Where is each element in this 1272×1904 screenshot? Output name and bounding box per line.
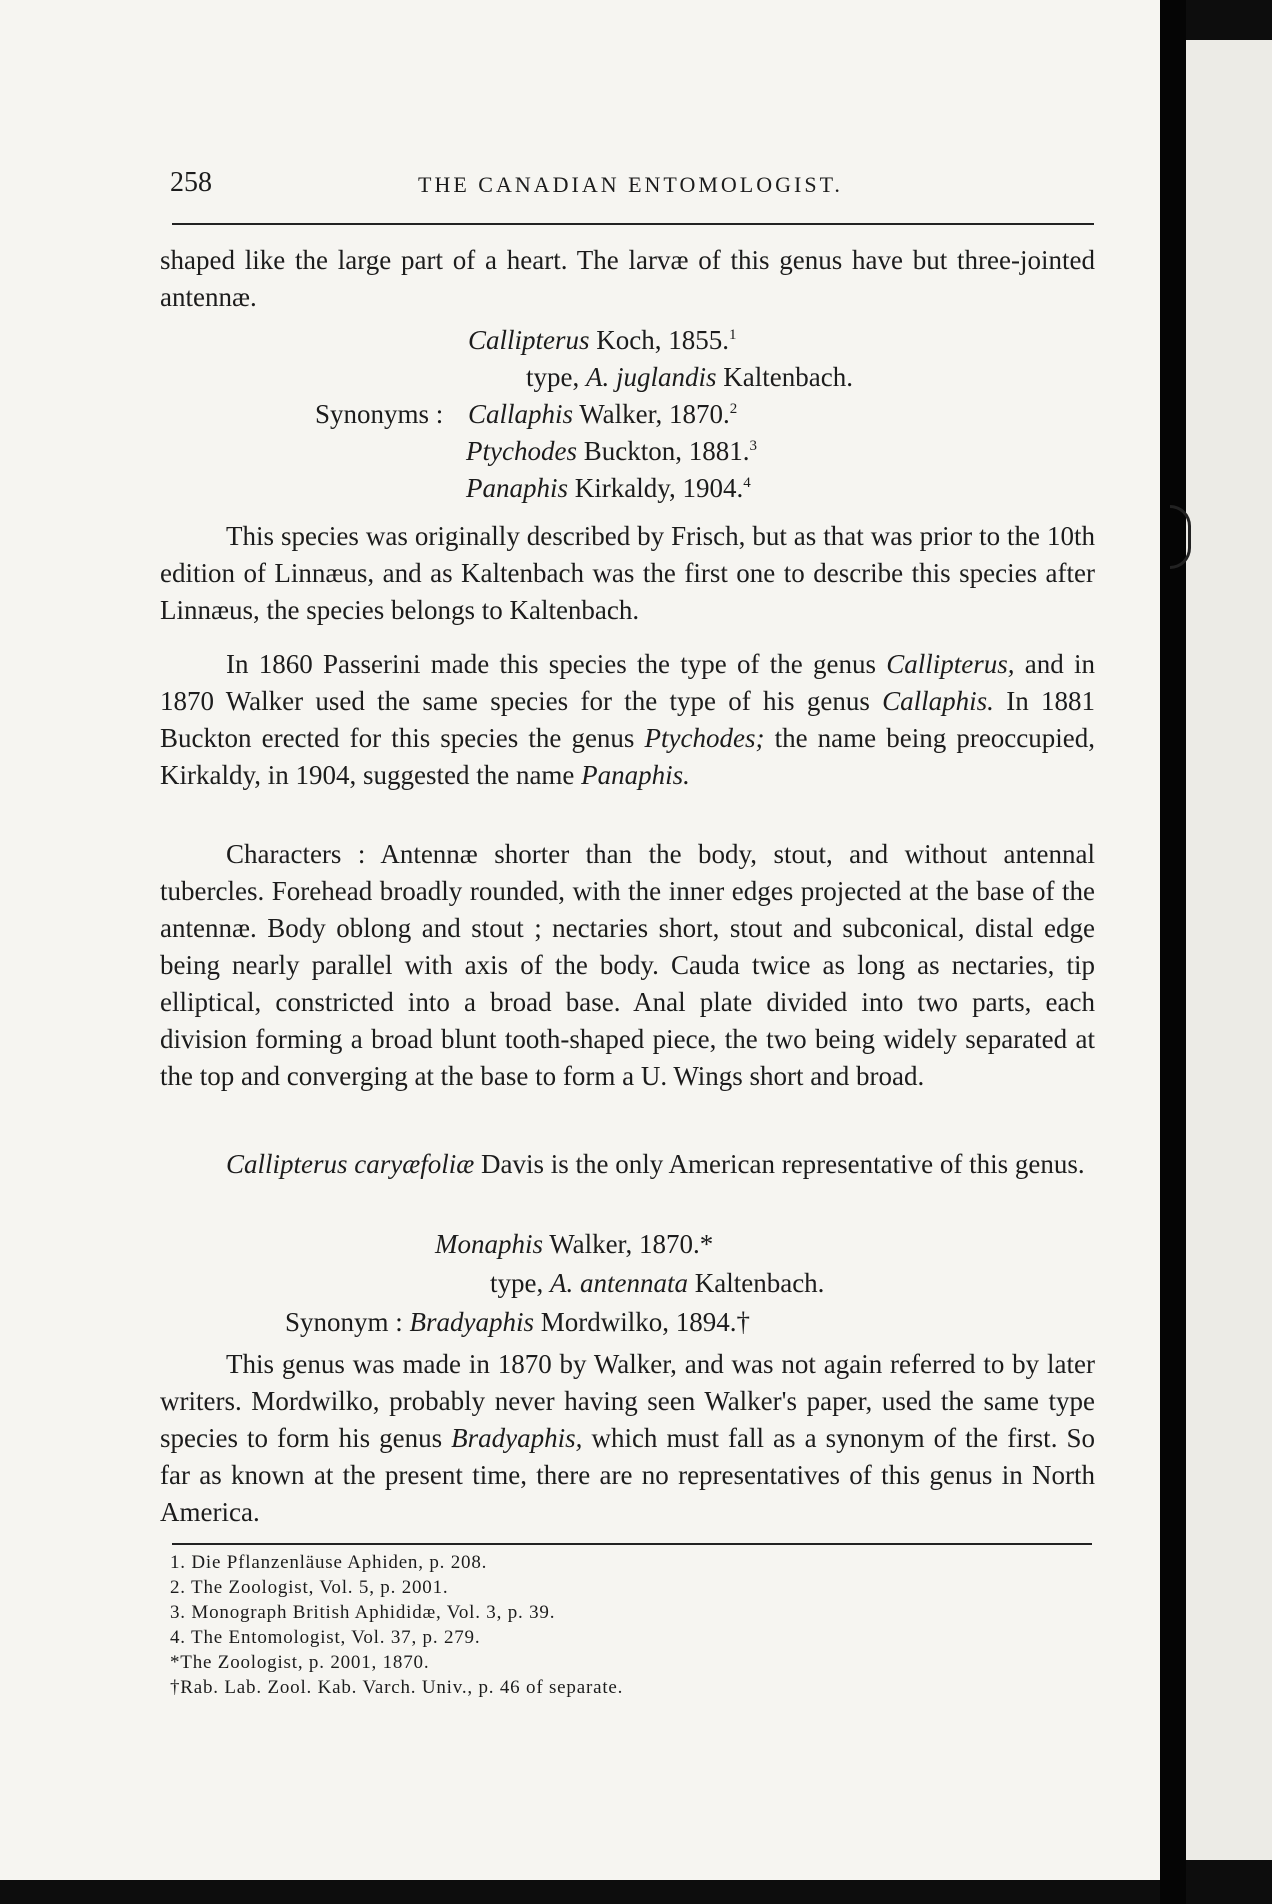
footnote: 1. Die Pflanzenläuse Aphiden, p. 208. — [170, 1552, 488, 1573]
text-run: and in 1870 Walker used the same species for the type of his genus — [160, 649, 1095, 716]
genus-author: Koch, 1855. — [596, 325, 729, 355]
type-author: Kaltenbach. — [694, 1268, 825, 1298]
type-prefix: type, — [490, 1268, 544, 1298]
text-run: In 1881 Buckton erected for this species the genus — [160, 686, 1095, 753]
footnote-ref: 1 — [729, 327, 737, 343]
type-prefix: type, — [526, 362, 580, 392]
footnote: 2. The Zoologist, Vol. 5, p. 2001. — [170, 1577, 449, 1598]
text-run: Davis is the only American representative of this genus. — [474, 1149, 1085, 1179]
paragraph-frisch — [160, 518, 1095, 629]
type-line — [526, 359, 853, 396]
synonym-label: Synonym : — [285, 1307, 403, 1337]
paragraph-representative — [160, 1146, 1095, 1183]
paragraph-passerini — [160, 646, 1095, 794]
type-species: A. juglandis — [586, 362, 717, 392]
genus-ref: Panaphis. — [581, 760, 690, 790]
footnote: †Rab. Lab. Zool. Kab. Varch. Univ., p. 46 of separate. — [170, 1677, 624, 1698]
synonym-line — [466, 433, 757, 470]
footnote-ref: 3 — [749, 438, 757, 454]
footnote: 3. Monograph British Aphididæ, Vol. 3, p. 39. — [170, 1602, 556, 1623]
genus-name: Callipterus — [468, 325, 590, 355]
synonym-line — [285, 1304, 750, 1341]
footnotes — [170, 1550, 1070, 1700]
paragraph-intro — [160, 242, 1095, 316]
header-rule — [172, 223, 1094, 225]
paragraph-text: This species was originally described by Frisch, but as that was prior to the 10th edition of Linnæus, and as Kaltenbach was the first one to describe this species after Linnæus, the species belongs to Kaltenbach. — [160, 521, 1095, 625]
genus-ref: Callipterus, — [886, 649, 1015, 679]
genus-ref: Callaphis. — [882, 686, 994, 716]
paragraph-text: shaped like the large part of a heart. The larvæ of this genus have but three-jointed antennæ. — [160, 245, 1095, 312]
genus-ref: Bradyaphis, — [451, 1423, 583, 1453]
genus-heading — [435, 1226, 713, 1263]
genus-ref: Ptychodes; — [644, 723, 765, 753]
footnote: *The Zoologist, p. 2001, 1870. — [170, 1652, 430, 1673]
paragraph-text: Characters : Antennæ shorter than the body, stout, and without antennal tubercles. Forehead broadly rounded, with the inner edges projected at the base of the antennæ. Body oblong and stout ; nectaries short, stout and subconical, distal edge being nearly parallel with axis of the body. Cauda twice as long as nectaries, tip elliptical, constricted into a broad base. Anal plate divided into two parts, each division forming a broad blunt tooth-shaped piece, the two being widely separated at the top and converging at the base to form a U. Wings short and broad. — [160, 839, 1095, 1091]
footnote: 4. The Entomologist, Vol. 37, p. 279. — [170, 1627, 481, 1648]
text-run: the name being preoccupied, Kirkaldy, in 1904, suggested the name — [160, 723, 1096, 790]
type-species: A. antennata — [550, 1268, 688, 1298]
synonyms-label: Synonyms : — [315, 399, 444, 429]
paragraph-monaphis — [160, 1346, 1095, 1531]
footnote-ref: 2 — [729, 401, 738, 417]
synonym-author: Kirkaldy, 1904. — [574, 473, 744, 503]
synonym-author: Buckton, 1881. — [583, 436, 750, 466]
synonym-author: Walker, 1870. — [579, 399, 730, 429]
facing-page-edge — [1178, 40, 1272, 1860]
text-run: This genus was made in 1870 by Walker, and was not again referred to by later writers. Mordwilko, probably never having seen Walker's paper, used the same type species to form his genus — [160, 1349, 1095, 1453]
synonym-line — [468, 396, 737, 433]
type-author: Kaltenbach. — [723, 362, 853, 392]
synonym-name: Ptychodes — [466, 436, 577, 466]
running-title: THE CANADIAN ENTOMOLOGIST. — [418, 172, 843, 197]
genus-name: Monaphis — [435, 1229, 543, 1259]
type-line — [490, 1265, 824, 1302]
synonym-name: Callaphis — [468, 399, 574, 429]
species-name: Callipterus caryæfoliæ — [226, 1149, 475, 1179]
genus-author: Walker, 1870.* — [549, 1229, 714, 1259]
synonym-name: Panaphis — [466, 473, 569, 503]
synonym-name: Bradyaphis — [409, 1307, 535, 1337]
genus-monaphis-block — [160, 1226, 1095, 1342]
text-run: In 1860 Passerini made this species the type of the genus — [226, 649, 887, 679]
genus-heading — [468, 322, 737, 359]
text-run: which must fall as a synonym of the first. So far as known at the present time, there are no representatives of this genus in North America. — [160, 1423, 1095, 1527]
page-number: 258 — [170, 167, 212, 198]
synonym-line — [466, 470, 751, 507]
paragraph-characters — [160, 836, 1095, 1095]
synonym-author: Mordwilko, 1894.† — [540, 1307, 751, 1337]
genus-callipterus-block — [160, 322, 1095, 512]
footnote-ref: 4 — [743, 475, 751, 491]
footnote-rule — [172, 1543, 1092, 1545]
book-gutter — [1160, 0, 1186, 1904]
